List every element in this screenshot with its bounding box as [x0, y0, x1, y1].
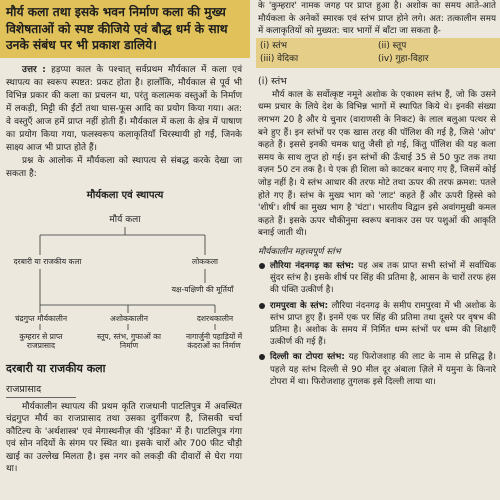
diagram-leaf-2-sub: स्तूप, स्तंभ, गुफाओं का निर्माण — [97, 331, 161, 350]
pillar-paragraph: मौर्य काल के सर्वोत्कृष्ट नमूने अशोक के एकाश्म स्तंभ हैं, जो कि उसने धम्म प्रचार के लिये देश के विभिन्न भागों में स्थापित किये थे। इनकी संख्या लगभग 20 है और ये चुनार (वाराणसी के निकट) के लाल बलुआ पत्थर से बने हुए हैं। इन स्तंभों पर एक खास तरह की पॉलिश की गई है, जिसे 'ओप' कहते हैं। इससे इनकी चमक धातु जैसी हो गई, किंतु पॉलिश की यह कला समय के साथ लुप्त हो गई। इन स्तंभों की ऊँचाई 35 से 50 फुट तक तथा वज़न 50 टन तक है। ये एक ही शिला को काटकर बनाए गए हैं, जिसमें कोई जोड़ नहीं है। ये स्तंभ आधार की तरफ मोटे तथा ऊपर की तरफ क्रमश: पतले होते गए हैं। स्तंभ के मुख्य भाग को 'लाट' कहते हैं और ऊपरी हिस्से को 'शीर्ष'। शीर्ष का मुख्य भाग है 'घंटा'। भारतीय विद्वान इसे अवांगमुखी कमल कहते हैं। इसके ऊपर चौकीनुमा स्वरूप बनाकर उस पर पशुओं की आकृति बनाई जाती थी। — [258, 89, 496, 239]
bullet-1-text: यह अब तक प्राप्त सभी स्तंभों में सर्वाधिक सुंदर स्तंभ है। इसके शीर्ष पर सिंह की प्रतिमा है, आसन के चारों तरफ हंस की पंक्ति उत्कीर्ण है। — [270, 260, 497, 296]
diagram-connectors — [0, 203, 250, 353]
pillar-body — [256, 89, 500, 240]
bullet-item — [256, 299, 500, 351]
right-intro-text: के 'कुम्हरार' नामक जगह पर प्राप्त हुआ है। अशोक का समय आते-आते मौर्यकला के अनेकों स्मारक एवं स्तंभ प्राप्त होने लगे। अत: तत्कालीन समय में कलाकृतियों को मुख्यत: चार भागों में बाँटा जा सकता है- — [258, 1, 496, 37]
bullet-3-text: यह फिरोजशाह की लाट के नाम से प्रसिद्ध है। पहले यह स्तंभ दिल्ली से 90 मील दूर अंबाला ज़िले में यमुना के किनारे टोपरा में था। फिरोजशाह तुगलक इसे दिल्ली लाया था। — [270, 352, 497, 387]
bullet-2-text: लौरिया नंदनगढ़ के समीप रामपुरवा में भी अशोक के स्तंभ प्राप्त हुए हैं। इनमें एक पर सिंह की प्रतिमा तथा दूसरे पर वृषभ की प्रतिमा है। अशोक के समय में निर्मित धम्म स्तंभों पर धम्म की शिक्षाएँ उत्कीर्ण की गई हैं। — [270, 300, 496, 348]
diagram-leaf-1-title: चंद्रगुप्त मौर्यकालीन — [14, 313, 68, 323]
diagram-right-branch: लोककला — [192, 256, 218, 266]
categories-row-1 — [260, 40, 496, 53]
diagram-leaf-2-title: अशोककालीन — [110, 313, 148, 323]
question-text: मौर्य कला तथा इसके भवन निर्माण कला की मुख्य विशेषताओं को स्पष्ट कीजिये एवं बौद्ध धर्म के साथ उनके संबंध पर भी प्रकाश डालिये। — [6, 5, 228, 52]
answer-paragraph-1 — [6, 64, 242, 155]
right-intro — [256, 0, 500, 38]
pillar-heading: (i) स्तंभ — [258, 75, 287, 87]
diagram-leaf-1-sub: कुम्हरार से प्राप्त राजप्रासाद — [19, 331, 63, 350]
diagram-leaf-3-sub: नागार्जुनी पहाड़ियों में कंदराओं का निर्माण — [185, 331, 243, 350]
diagram-right-sub: यक्ष-यक्षिणी की मूर्तियाँ — [171, 284, 234, 294]
section-body — [0, 398, 250, 476]
category-3: (iii) वेदिका — [260, 53, 299, 64]
category-1: (i) स्तंभ — [260, 40, 287, 51]
bullet-1-title: लौरिया नंदनगढ़ का स्तंभ: — [270, 260, 355, 271]
bullet-icon — [259, 303, 265, 309]
answer-block — [0, 58, 250, 181]
category-2: (ii) स्तूप — [378, 40, 407, 51]
bullet-2-title: रामपुरवा के स्तंभ: — [270, 300, 329, 311]
bullet-3-title: दिल्ली का टोपरा स्तंभ: — [270, 352, 345, 363]
art-hierarchy-diagram — [0, 203, 250, 353]
diagram-root: मौर्य कला — [109, 214, 141, 225]
right-column — [256, 0, 500, 500]
diagram-left-branch: दरबारी या राजकीय कला — [13, 256, 82, 266]
section-heading: दरबारी या राजकीय कला — [6, 361, 106, 375]
bullet-icon — [259, 354, 265, 360]
categories-row-2 — [260, 53, 496, 66]
bullet-item — [256, 350, 500, 390]
question-box — [0, 0, 250, 58]
bullet-item — [256, 259, 500, 299]
chart-title: मौर्यकला एवं स्थापत्य — [86, 189, 164, 201]
bullet-icon — [259, 263, 265, 269]
category-4: (iv) गुहा-विहार — [378, 53, 429, 64]
answer-paragraph-2: प्रश्न के आलोक में मौर्यकला को स्थापत्य से संबद्ध करके देखा जा सकता है: — [6, 155, 242, 179]
important-pillars-heading: मौर्यकालीन महत्त्वपूर्ण स्तंभ — [258, 246, 341, 257]
answer-label: उत्तर : — [22, 64, 46, 75]
categories-box — [256, 38, 500, 68]
section-paragraph: मौर्यकालीन स्थापत्य की प्रथम कृति राजधानी पाटलिपुत्र में अवस्थित चंद्रगुप्त मौर्य का राजप्रासाद तथा उसका दुर्गीकरण है, जिसकी चर्चा कौटिल्य के 'अर्थशास्त्र' एवं मेगास्थनीज़ की 'इंडिका' में है। पाटलिपुत्र गंगा एवं सोन नदियों के संगम पर स्थित था। इसके चारों ओर 700 फीट चौड़ी खाई का उल्लेख मिलता है। इस नगर को लकड़ी की दीवारों से घेरा गया था। — [6, 401, 242, 474]
section-subheading: राजप्रासाद — [6, 378, 76, 398]
answer-p1-text: हड़प्पा काल के पश्चात् सर्वप्रथम मौर्यकाल में कला एवं स्थापत्य का स्वरूप स्पष्टत: प्रकट होता है। हालाँकि, मौर्यकाल से पूर्व भी विभिन्न प्रकार की कला का प्रचलन था, परंतु कलात्मक वस्तुओं के निर्माण में लकड़ी, मिट्टी की ईंटों तथा घास-फूस आदि का प्रयोग किया गया। अत: वे वस्तुएँ आज हमें प्राप्त नहीं होती हैं। मौर्यकाल में कला के क्षेत्र में पाषाण का प्रयोग किया गया, फलस्वरूप कलाकृतियाँ चिरस्थायी हो गईं, जिनके साक्ष्य आज भी प्राप्त होते हैं। — [6, 64, 243, 153]
diagram-leaf-3-title: दशरथकालीन — [196, 313, 234, 323]
